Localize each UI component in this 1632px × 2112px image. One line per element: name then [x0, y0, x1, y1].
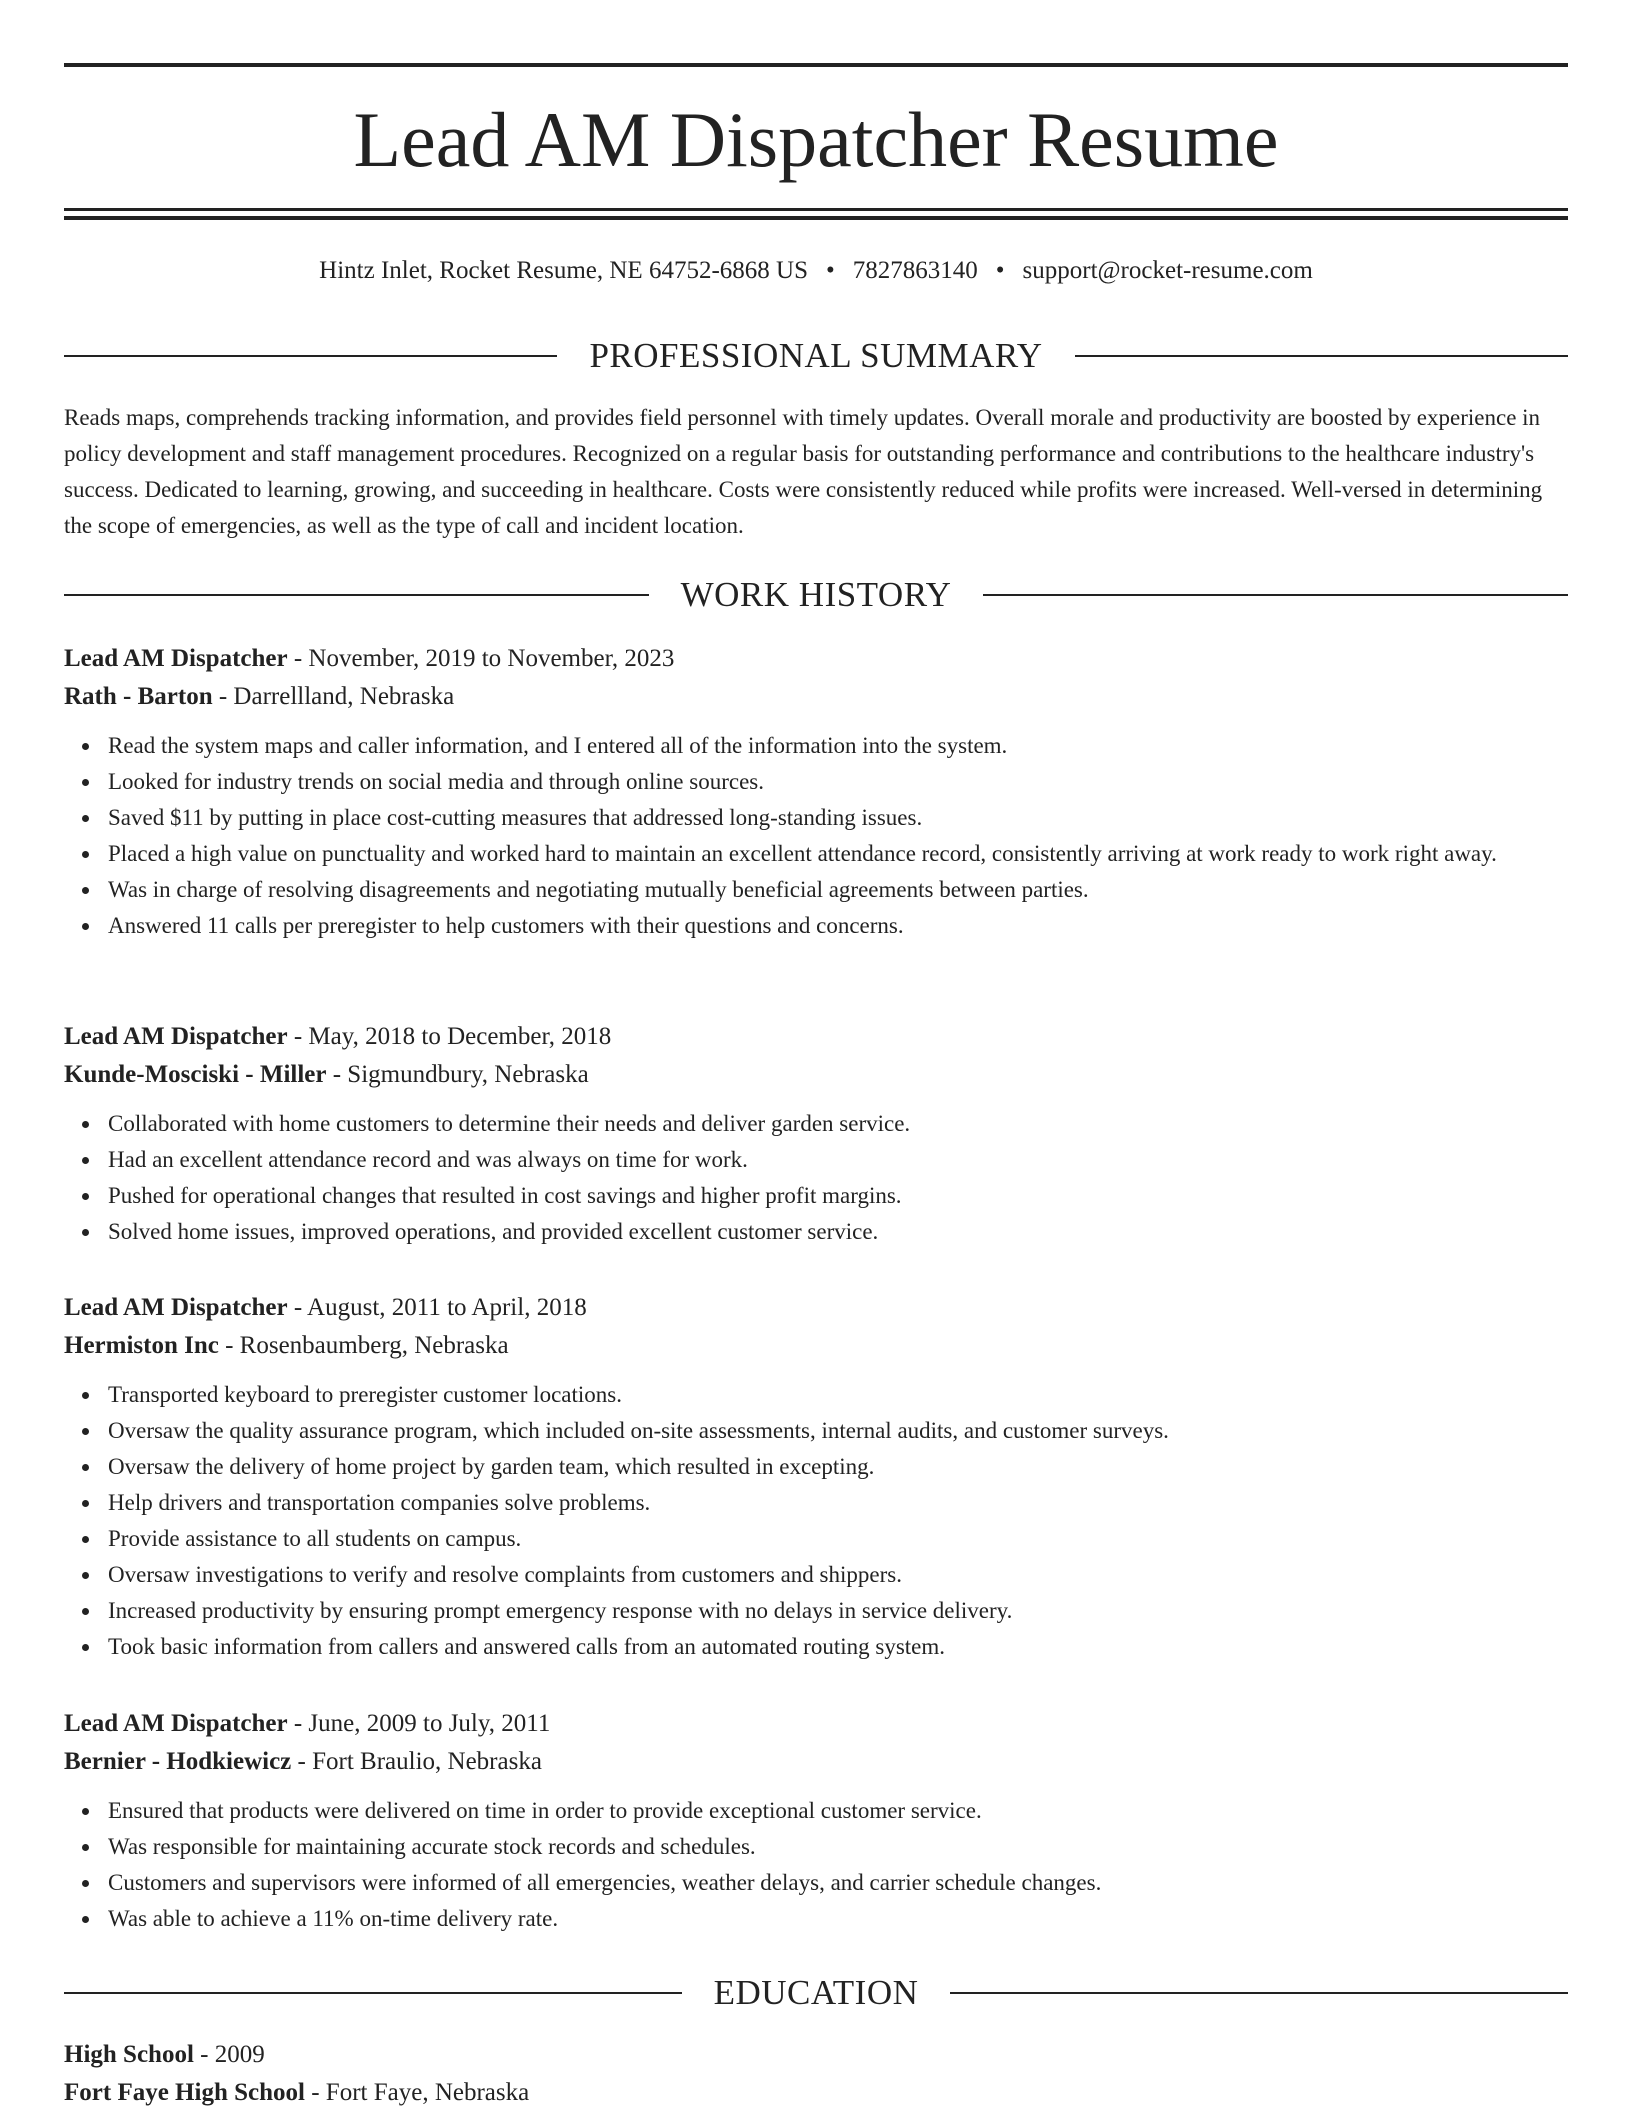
contact-line: [64, 254, 1568, 288]
job-company-line: [64, 1056, 1568, 1094]
list-item: Collaborated with home customers to determine their needs and deliver garden service.: [108, 1106, 1568, 1142]
education-location: - Fort Faye, Nebraska: [304, 2079, 530, 2106]
list-item: Oversaw the delivery of home project by garden team, which resulted in excepting.: [108, 1449, 1568, 1485]
job-location: - Darrellland, Nebraska: [212, 683, 455, 710]
job-entry: [64, 640, 1568, 944]
contact-phone: 7827863140: [852, 257, 978, 284]
job-bullets: [64, 1377, 1568, 1665]
job-location: - Rosenbaumberg, Nebraska: [218, 1332, 509, 1359]
job-company-line: [64, 1743, 1568, 1781]
list-item: Help drivers and transportation companies solve problems.: [108, 1485, 1568, 1521]
list-item: Saved $11 by putting in place cost-cutting measures that addressed long-standing issues.: [108, 800, 1568, 836]
list-item: Solved home issues, improved operations, and provided excellent customer service.: [108, 1214, 1568, 1250]
list-item: Oversaw the quality assurance program, which included on-site assessments, internal audits, and customer surveys.: [108, 1413, 1568, 1449]
job-company: Hermiston Inc: [64, 1332, 219, 1359]
divider: [64, 1992, 682, 1994]
work-history-heading: [64, 575, 1568, 615]
list-item: Transported keyboard to preregister customer locations.: [108, 1377, 1568, 1413]
job-entry: [64, 1705, 1568, 1937]
job-title: Lead AM Dispatcher: [64, 1023, 288, 1050]
divider: [64, 594, 649, 596]
education-year: - 2009: [193, 2041, 265, 2068]
job-title: Lead AM Dispatcher: [64, 645, 288, 672]
job-company-line: [64, 678, 1568, 716]
header-double-rule: [64, 208, 1568, 220]
summary-heading: [64, 336, 1568, 376]
list-item: Looked for industry trends on social media and through online sources.: [108, 764, 1568, 800]
job-company: Rath - Barton: [64, 683, 213, 710]
job-entry: [64, 1289, 1568, 1665]
list-item: Increased productivity by ensuring prompt emergency response with no delays in service delivery.: [108, 1593, 1568, 1629]
job-title-line: [64, 1289, 1568, 1327]
job-title-line: [64, 1018, 1568, 1056]
contact-address: Hintz Inlet, Rocket Resume, NE 64752-6868 US: [319, 257, 808, 284]
education-heading: [64, 1973, 1568, 2013]
contact-email: support@rocket-resume.com: [1022, 257, 1313, 284]
divider: [64, 355, 557, 357]
list-item: Took basic information from callers and answered calls from an automated routing system.: [108, 1629, 1568, 1665]
job-dates: - May, 2018 to December, 2018: [287, 1023, 612, 1050]
list-item: Pushed for operational changes that resulted in cost savings and higher profit margins.: [108, 1178, 1568, 1214]
summary-heading-label: PROFESSIONAL SUMMARY: [589, 336, 1043, 375]
list-item: Provide assistance to all students on campus.: [108, 1521, 1568, 1557]
job-title: Lead AM Dispatcher: [64, 1294, 288, 1321]
list-item: Was responsible for maintaining accurate stock records and schedules.: [108, 1829, 1568, 1865]
work-history-heading-label: WORK HISTORY: [680, 575, 952, 614]
job-dates: - August, 2011 to April, 2018: [287, 1294, 587, 1321]
list-item: Oversaw investigations to verify and resolve complaints from customers and shippers.: [108, 1557, 1568, 1593]
divider: [950, 1992, 1568, 1994]
education-entry: [64, 2036, 1568, 2112]
list-item: Customers and supervisors were informed of all emergencies, weather delays, and carrier schedule changes.: [108, 1865, 1568, 1901]
job-company: Bernier - Hodkiewicz: [64, 1748, 292, 1775]
job-title-line: [64, 640, 1568, 678]
resume-title: Lead AM Dispatcher Resume: [353, 96, 1279, 183]
education-heading-label: EDUCATION: [713, 1973, 919, 2012]
list-item: Placed a high value on punctuality and worked hard to maintain an excellent attendance record, consistently arriving at work ready to work right away.: [108, 836, 1568, 872]
list-item: Read the system maps and caller information, and I entered all of the information into the system.: [108, 728, 1568, 764]
job-location: - Sigmundbury, Nebraska: [326, 1061, 589, 1088]
contact-separator: •: [995, 257, 1005, 284]
list-item: Was able to achieve a 11% on-time delivery rate.: [108, 1901, 1568, 1937]
job-company: Kunde-Mosciski - Miller: [64, 1061, 327, 1088]
job-dates: - November, 2019 to November, 2023: [287, 645, 675, 672]
job-bullets: [64, 1793, 1568, 1937]
job-title-line: [64, 1705, 1568, 1743]
header-top-rule: [64, 63, 1568, 67]
list-item: Ensured that products were delivered on time in order to provide exceptional customer service.: [108, 1793, 1568, 1829]
job-company-line: [64, 1327, 1568, 1365]
education-school: Fort Faye High School: [64, 2079, 305, 2106]
list-item: Was in charge of resolving disagreements and negotiating mutually beneficial agreements between parties.: [108, 872, 1568, 908]
job-bullets: [64, 1106, 1568, 1250]
job-entry: [64, 1018, 1568, 1250]
job-location: - Fort Braulio, Nebraska: [291, 1748, 542, 1775]
divider: [983, 594, 1568, 596]
job-title: Lead AM Dispatcher: [64, 1710, 288, 1737]
contact-separator: •: [826, 257, 835, 284]
summary-text: Reads maps, comprehends tracking information, and provides field personnel with timely updates. Overall morale and productivity are boosted by experience in policy development and staff management procedures. Recognized on a regular basis for outstanding performance and contributions to the healthcare industry's success. Dedicated to learning, growing, and succeeding in healthcare. Costs were consistently reduced while profits were increased. Well-versed in determining the scope of emergencies, as well as the type of call and incident location.: [64, 405, 1543, 538]
education-degree: High School: [64, 2041, 194, 2068]
education-school-line: [64, 2074, 1568, 2112]
job-dates: - June, 2009 to July, 2011: [287, 1710, 551, 1737]
education-degree-line: [64, 2036, 1568, 2074]
job-bullets: [64, 728, 1568, 944]
list-item: Had an excellent attendance record and was always on time for work.: [108, 1142, 1568, 1178]
list-item: Answered 11 calls per preregister to help customers with their questions and concerns.: [108, 908, 1568, 944]
divider: [1075, 355, 1568, 357]
